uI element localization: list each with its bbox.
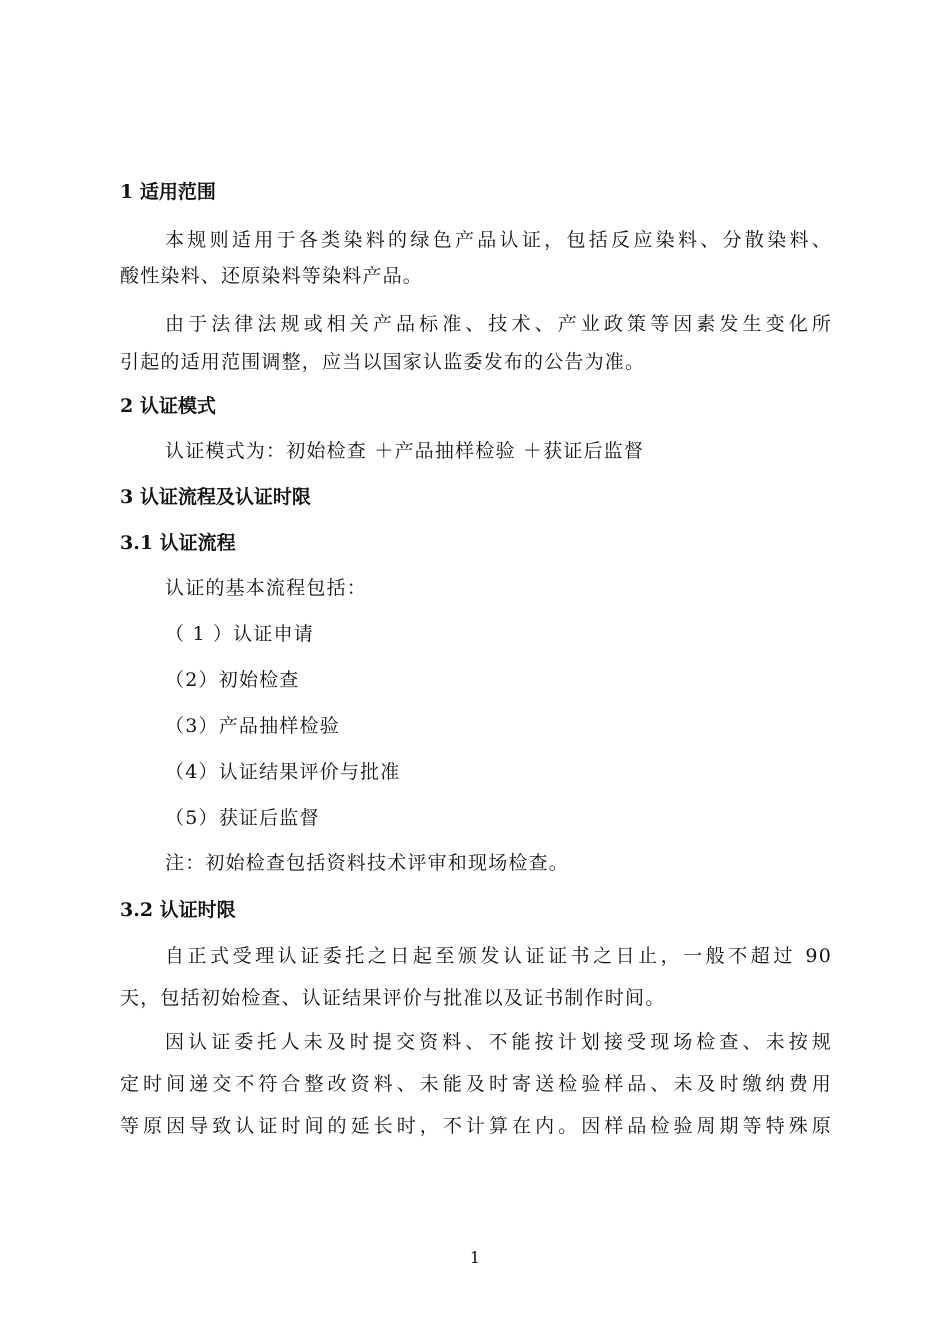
section-3-1-heading: 3.1 认证流程 xyxy=(120,532,236,554)
section-3-heading: 3 认证流程及认证时限 xyxy=(120,486,311,508)
section-3-1-intro: 认证的基本流程包括： xyxy=(165,577,368,599)
section-3-2-paragraph-1-line-2: 天，包括初始检查、认证结果评价与批准以及证书制作时间。 xyxy=(120,987,666,1009)
section-3-2-paragraph-2-line-1: 因认证委托人未及时提交资料、不能按计划接受现场检查、未按规 xyxy=(165,1031,832,1053)
section-3-1-note: 注：初始检查包括资料技术评审和现场检查。 xyxy=(165,852,570,874)
section-2-paragraph: 认证模式为：初始检查 ＋产品抽样检验 ＋获证后监督 xyxy=(165,440,645,462)
section-3-2-paragraph-2-line-3: 等原因导致认证时间的延长时，不计算在内。因样品检验周期等特殊原 xyxy=(120,1115,832,1137)
list-item: （4）认证结果评价与批准 xyxy=(165,761,401,783)
section-2-heading: 2 认证模式 xyxy=(120,395,216,417)
section-1-paragraph-1-line-1: 本规则适用于各类染料的绿色产品认证，包括反应染料、分散染料、 xyxy=(165,229,832,251)
page-number: 1 xyxy=(469,1248,481,1267)
section-1-heading: 1 适用范围 xyxy=(120,181,216,203)
section-1-paragraph-2-line-2: 引起的适用范围调整，应当以国家认监委发布的公告为准。 xyxy=(120,351,646,373)
section-3-2-paragraph-1-line-1: 自正式受理认证委托之日起至颁发认证证书之日止，一般不超过 90 xyxy=(165,945,832,967)
list-item: （5）获证后监督 xyxy=(165,807,320,829)
section-1-paragraph-2-line-1: 由于法律法规或相关产品标准、技术、产业政策等因素发生变化所 xyxy=(165,313,832,335)
section-3-2-heading: 3.2 认证时限 xyxy=(120,899,236,921)
section-3-2-paragraph-2-line-2: 定时间递交不符合整改资料、未能及时寄送检验样品、未及时缴纳费用 xyxy=(120,1073,832,1095)
list-item: （2）初始检查 xyxy=(165,669,300,691)
list-item: （3）产品抽样检验 xyxy=(165,715,340,737)
list-item: （ 1 ）认证申请 xyxy=(165,623,314,645)
section-1-paragraph-1-line-2: 酸性染料、还原染料等染料产品。 xyxy=(120,265,424,287)
